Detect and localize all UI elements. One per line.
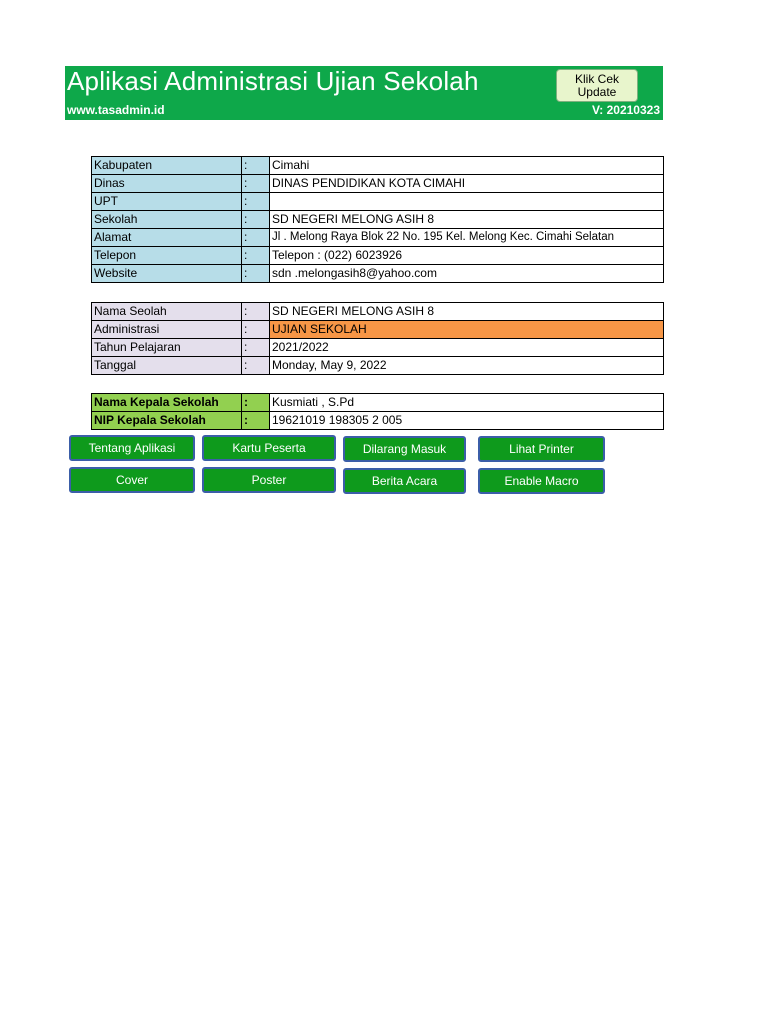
telepon-label: Telepon [92, 247, 242, 265]
tanggal-value[interactable]: Monday, May 9, 2022 [270, 357, 664, 375]
enable-macro-button[interactable]: Enable Macro [478, 468, 605, 494]
table-row [92, 265, 664, 283]
kabupaten-label: Kabupaten [92, 157, 242, 175]
nip-kepala-value[interactable]: 19621019 198305 2 005 [270, 412, 664, 430]
table-row [92, 211, 664, 229]
table-row [92, 357, 664, 375]
administrasi-value[interactable]: UJIAN SEKOLAH [270, 321, 664, 339]
tahun-pelajaran-label: Tahun Pelajaran [92, 339, 242, 357]
app-version: V: 20210323 [591, 103, 660, 117]
sekolah-value[interactable]: SD NEGERI MELONG ASIH 8 [270, 211, 664, 229]
kartu-peserta-button[interactable]: Kartu Peserta [202, 435, 336, 461]
table-row [92, 303, 664, 321]
table-row [92, 339, 664, 357]
table-row [92, 394, 664, 412]
dilarang-masuk-button[interactable]: Dilarang Masuk [343, 436, 466, 462]
nama-kepala-value[interactable]: Kusmiati , S.Pd [270, 394, 664, 412]
alamat-value[interactable]: Jl . Melong Raya Blok 22 No. 195 Kel. Melong Kec. Cimahi Selatan [270, 229, 664, 247]
check-update-button[interactable] [556, 69, 638, 102]
table-row [92, 175, 664, 193]
separator: : [242, 175, 270, 193]
separator: : [242, 211, 270, 229]
alamat-label: Alamat [92, 229, 242, 247]
nama-kepala-label: Nama Kepala Sekolah [92, 394, 242, 412]
separator: : [242, 229, 270, 247]
table-row [92, 229, 664, 247]
sekolah-label: Sekolah [92, 211, 242, 229]
table-row [92, 412, 664, 430]
nama-sekolah-value[interactable]: SD NEGERI MELONG ASIH 8 [270, 303, 664, 321]
cover-button[interactable]: Cover [69, 467, 195, 493]
tanggal-label: Tanggal [92, 357, 242, 375]
berita-acara-button[interactable]: Berita Acara [343, 468, 466, 494]
upt-value[interactable] [270, 193, 664, 211]
website-value[interactable]: sdn .melongasih8@yahoo.com [270, 265, 664, 283]
table-row [92, 247, 664, 265]
separator: : [242, 412, 270, 430]
separator: : [242, 321, 270, 339]
lihat-printer-button[interactable]: Lihat Printer [478, 436, 605, 462]
head-info-table [91, 393, 664, 430]
tentang-aplikasi-button[interactable]: Tentang Aplikasi [69, 435, 195, 461]
website-label: Website [92, 265, 242, 283]
table-row [92, 321, 664, 339]
school-info-table [91, 156, 664, 283]
exam-info-table [91, 302, 664, 375]
table-row [92, 157, 664, 175]
app-title: Aplikasi Administrasi Ujian Sekolah [67, 66, 479, 96]
app-header [65, 66, 663, 120]
separator: : [242, 394, 270, 412]
separator: : [242, 357, 270, 375]
poster-button[interactable]: Poster [202, 467, 336, 493]
telepon-value[interactable]: Telepon : (022) 6023926 [270, 247, 664, 265]
nama-sekolah-label: Nama Seolah [92, 303, 242, 321]
tahun-pelajaran-value[interactable]: 2021/2022 [270, 339, 664, 357]
separator: : [242, 247, 270, 265]
app-url[interactable]: www.tasadmin.id [67, 103, 165, 117]
upt-label: UPT [92, 193, 242, 211]
dinas-value[interactable]: DINAS PENDIDIKAN KOTA CIMAHI [270, 175, 664, 193]
separator: : [242, 303, 270, 321]
dinas-label: Dinas [92, 175, 242, 193]
check-update-label-1: Klik Cek [574, 71, 619, 86]
check-update-label-2: Update [577, 84, 617, 99]
kabupaten-value[interactable]: Cimahi [270, 157, 664, 175]
nip-kepala-label: NIP Kepala Sekolah [92, 412, 242, 430]
separator: : [242, 193, 270, 211]
separator: : [242, 157, 270, 175]
table-row [92, 193, 664, 211]
administrasi-label: Administrasi [92, 321, 242, 339]
separator: : [242, 339, 270, 357]
separator: : [242, 265, 270, 283]
